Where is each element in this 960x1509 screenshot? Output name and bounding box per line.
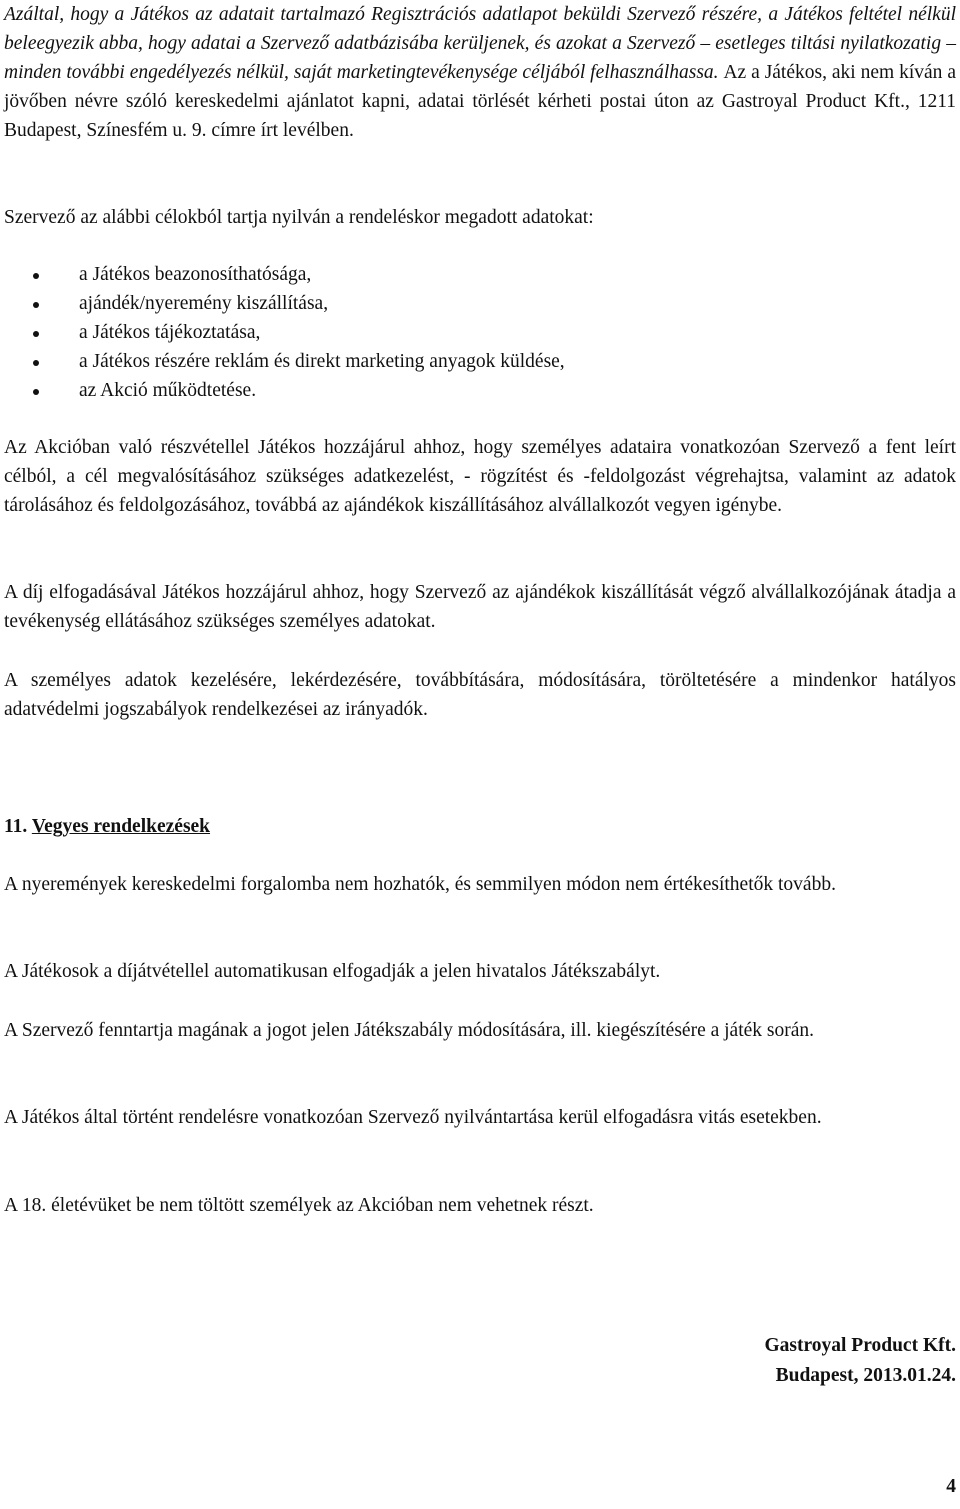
legal-reference-text: A személyes adatok kezelésére, lekérdezésére, továbbítására, módosítására, töröltetésére a mindenkor hatályos adatvédelmi jogszabályok rendelkezései az irányadók. bbox=[4, 670, 956, 720]
list-item: a Játékos tájékoztatása, bbox=[4, 318, 956, 347]
paragraph-consent-text: Azáltal, hogy a Játékos az adatait tartalmazó Regisztrációs adatlapot beküldi Szervező részére, a Játékos feltétel nélkül beleegyezik abba, hogy adatai a Szervező adatbázisába kerüljenek, és azokat a Szervező ‒ esetleges tiltási nyilatkozatig ‒ minden további engedélyezés nélkül, saját marketingtevékenysége céljából felhasználhassa. bbox=[4, 4, 956, 83]
list-item: a Játékos beazonosíthatósága, bbox=[4, 260, 956, 289]
list-item: ajándék/nyeremény kiszállítása, bbox=[4, 289, 956, 318]
section-number: 11. bbox=[4, 816, 28, 837]
paragraph-prize-acceptance bbox=[4, 578, 956, 636]
purposes-intro-text: Szervező az alábbi célokból tartja nyilván a rendeléskor megadott adatokat: bbox=[4, 207, 594, 228]
paragraph-purposes-intro bbox=[4, 203, 956, 232]
page-number: 4 bbox=[946, 1476, 956, 1497]
paragraph-data-consent bbox=[4, 0, 956, 145]
section-title: Vegyes rendelkezések bbox=[31, 816, 211, 837]
list-item: a Játékos részére reklám és direkt marketing anyagok küldése, bbox=[4, 347, 956, 376]
rules-accepted-text: A Játékosok a díjátvétellel automatikusan elfogadják a jelen hivatalos Játékszabályt. bbox=[4, 961, 661, 982]
list-item: az Akció működtetése. bbox=[4, 376, 956, 405]
prize-acceptance-text: A díj elfogadásával Játékos hozzájárul ahhoz, hogy Szervező az ajándékok kiszállítását végző alvállalkozójának átadja a tevékenység ellátásához szükséges személyes adatokat. bbox=[4, 582, 956, 632]
paragraph-rule-modification bbox=[4, 1016, 956, 1045]
paragraph-age-limit bbox=[4, 1191, 956, 1220]
participation-consent-text: Az Akcióban való részvétellel Játékos hozzájárul ahhoz, hogy személyes adataira vonatkozóan Szervező a fent leírt célból, a cél megvalósításához szükséges adatkezelést, - rögzítést és -feldolgozást végrehajtsa, valamint az adatok tárolásához és feldolgozásához, továbbá az ajándékok kiszállításához alvállalkozót vegyen igénybe. bbox=[4, 437, 956, 516]
signature-place-date: Budapest, 2013.01.24. bbox=[775, 1365, 956, 1386]
disputes-text: A Játékos által történt rendelésre vonatkozóan Szervező nyilvántartása kerül elfogadásra vitás esetekben. bbox=[4, 1107, 822, 1128]
signature-company: Gastroyal Product Kft. bbox=[764, 1335, 956, 1356]
paragraph-unsubscribe-text: Az a Játékos, aki nem kíván a jövőben névre szóló kereskedelmi ajánlatot kapni, adatai törlését kérheti postai úton az Gastroyal Product Kft., 1211 Budapest, Színesfém u. 9. címre írt levélben. bbox=[4, 62, 957, 141]
age-limit-text: A 18. életévüket be nem töltött személyek az Akcióban nem vehetnek részt. bbox=[4, 1195, 594, 1216]
signature-block bbox=[764, 1331, 956, 1391]
paragraph-prizes-not-tradable bbox=[4, 870, 956, 899]
purpose-list bbox=[4, 260, 956, 405]
paragraph-participation-consent bbox=[4, 433, 956, 520]
paragraph-rules-accepted bbox=[4, 957, 956, 986]
paragraph-legal-reference bbox=[4, 666, 956, 724]
prizes-not-tradable-text: A nyeremények kereskedelmi forgalomba nem hozhatók, és semmilyen módon nem értékesíthetők tovább. bbox=[4, 874, 836, 895]
rule-modification-text: A Szervező fenntartja magának a jogot jelen Játékszabály módosítására, ill. kiegészítésére a játék során. bbox=[4, 1020, 815, 1041]
section-heading bbox=[4, 812, 956, 841]
paragraph-disputes bbox=[4, 1103, 956, 1132]
